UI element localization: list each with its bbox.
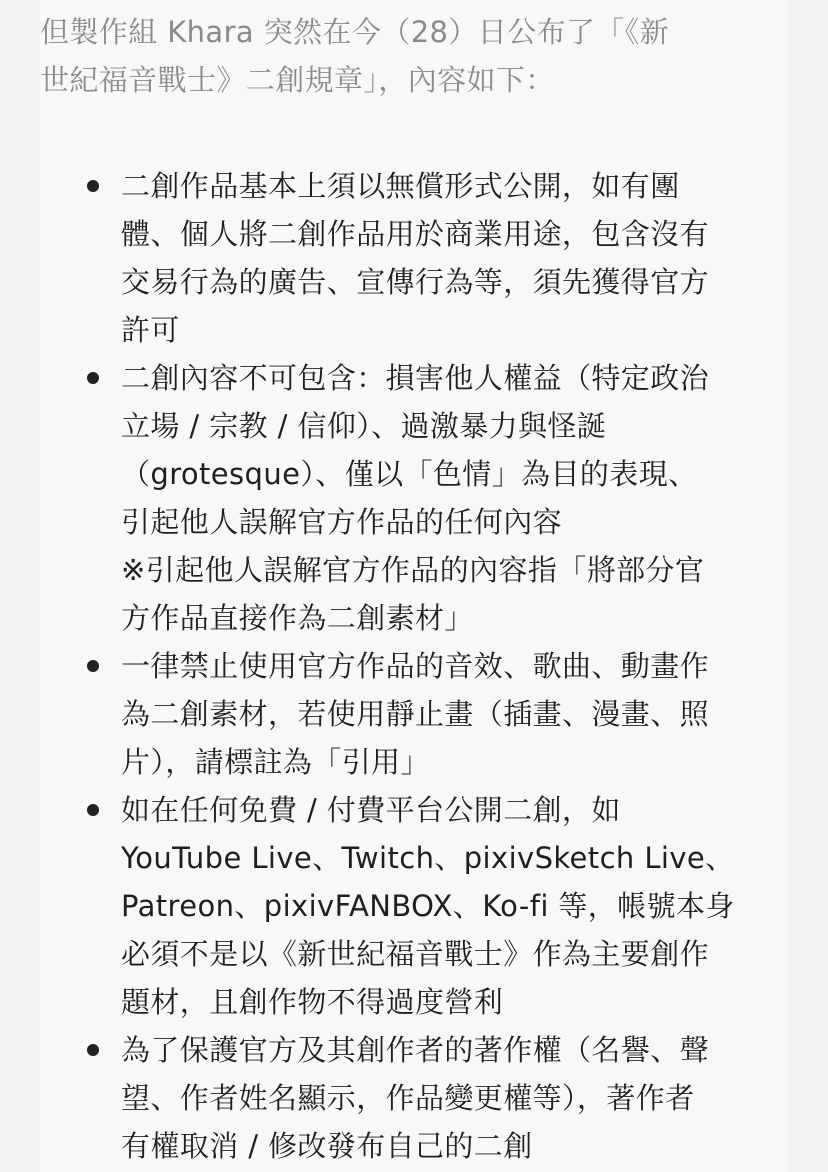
rule-line: Patreon、pixivFANBOX、Ko-fi 等，帳號本身 [121, 889, 735, 923]
intro-paragraph [40, 8, 780, 104]
bullet-icon [87, 180, 99, 192]
rule-line: 片），請標註為「引用」 [121, 745, 430, 779]
rule-line: 方作品直接作為二創素材」 [121, 601, 474, 635]
rule-line: 題材，且創作物不得過度營利 [121, 985, 504, 1019]
rule-item-4 [40, 786, 780, 1026]
rule-line: 二創作品基本上須以無償形式公開，如有團 [121, 169, 680, 203]
rule-item-2 [40, 354, 780, 642]
rule-line: 交易行為的廣告、宣傳行為等，須先獲得官方 [121, 265, 710, 299]
rule-item-1 [40, 162, 780, 354]
rule-line: 必須不是以《新世紀福音戰士》作為主要創作 [121, 937, 710, 971]
rule-line: YouTube Live、Twitch、pixivSketch Live、 [121, 841, 735, 875]
bullet-icon [87, 372, 99, 384]
rule-line: 立場 / 宗教 / 信仰）、過激暴力與怪誕 [121, 409, 607, 443]
rule-line: 為了保護官方及其創作者的著作權（名譽、聲 [121, 1033, 710, 1067]
rule-item-3 [40, 642, 780, 786]
rule-line: 如在任何免費 / 付費平台公開二創，如 [121, 793, 621, 827]
rule-line: 二創內容不可包含：損害他人權益（特定政治 [121, 361, 710, 395]
rule-item-5 [40, 1026, 780, 1170]
rule-line: 為二創素材，若使用靜止畫（插畫、漫畫、照 [121, 697, 710, 731]
rule-line: ※引起他人誤解官方作品的內容指「將部分官 [121, 553, 705, 587]
rules-list [40, 162, 780, 1170]
article-content [40, 8, 780, 1170]
rule-line: 許可 [121, 313, 180, 347]
intro-line: 世紀福音戰士》二創規章」，內容如下： [40, 63, 555, 97]
rule-line: 望、作者姓名顯示，作品變更權等），著作者 [121, 1081, 695, 1115]
rule-line: 體、個人將二創作品用於商業用途，包含沒有 [121, 217, 710, 251]
rule-line: 引起他人誤解官方作品的任何內容 [121, 505, 563, 539]
rule-line: 一律禁止使用官方作品的音效、歌曲、動畫作 [121, 649, 710, 683]
bullet-icon [87, 1044, 99, 1056]
intro-line: 但製作組 Khara 突然在今（28）日公布了「《新 [40, 15, 670, 49]
bullet-icon [87, 660, 99, 672]
rule-line: 有權取消 / 修改發布自己的二創 [121, 1129, 533, 1163]
bullet-icon [87, 804, 99, 816]
rule-line: （grotesque）、僅以「色情」為目的表現、 [121, 457, 698, 491]
